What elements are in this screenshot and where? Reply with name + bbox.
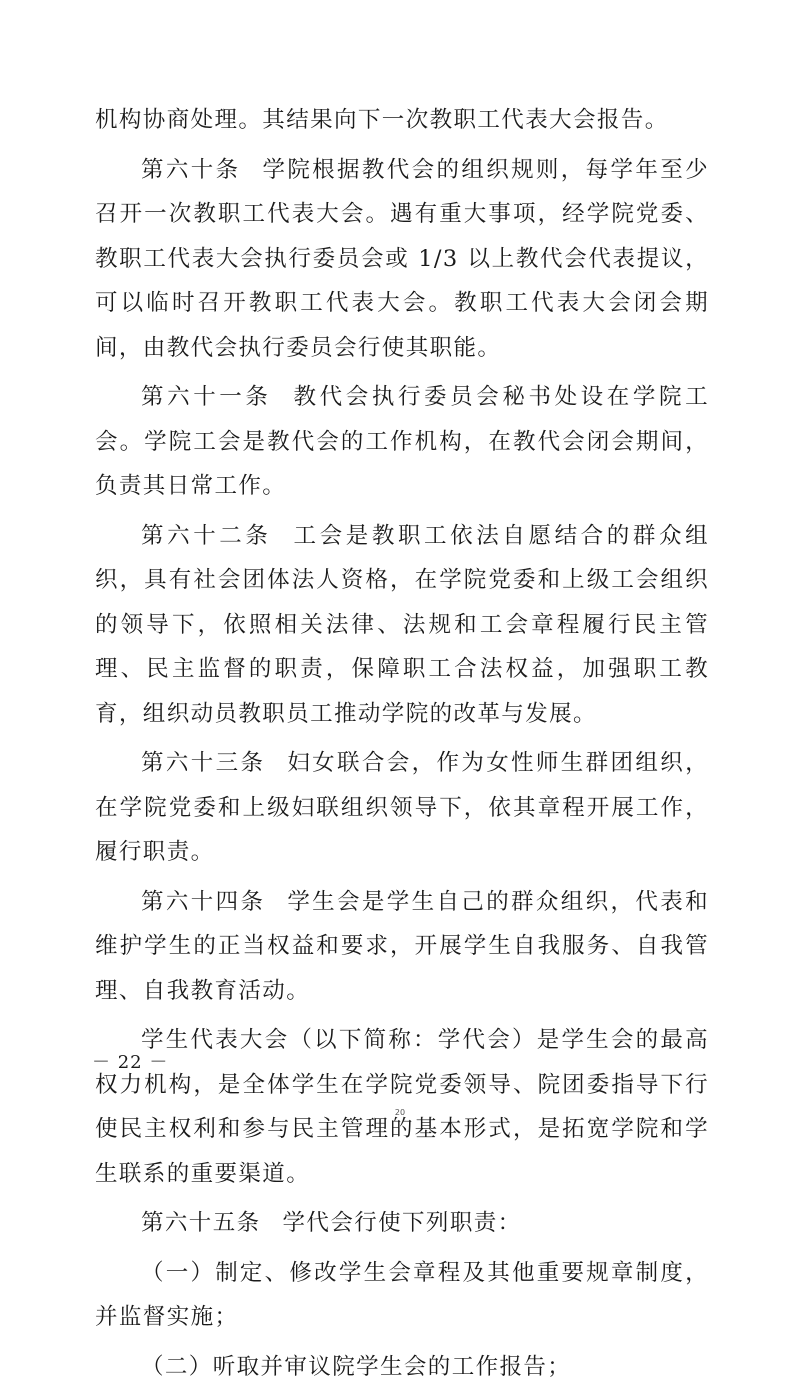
article-text: 工会是教职工依法自愿结合的群众组织，具有社会团体法人资格，在学院党委和上级工会组织的领导下，依照相关法律、法规和工会章程履行民主管理、民主监督的职责，保障职工合法权益，加强职工教育，组织动员教职员工推动学院的改革与发展。 <box>95 522 709 727</box>
article-65 <box>95 1201 709 1246</box>
list-item-1 <box>95 1251 709 1340</box>
article-text: 学代会行使下列职责： <box>282 1210 522 1236</box>
article-63 <box>95 741 709 875</box>
scan-page-index: 20 <box>394 1108 406 1117</box>
article-text: 教代会执行委员会秘书处设在学院工会。学院工会是教代会的工作机构，在教代会闭会期间，负责其日常工作。 <box>95 384 709 499</box>
article-62 <box>95 514 709 737</box>
article-number: 第六十四条 <box>141 888 266 915</box>
article-text: 学院根据教代会的组织规则，每学年至少召开一次教职工代表大会。遇有重大事项，经学院党委、教职工代表大会执行委员会或 1/3 以上教代会代表提议，可以临时召开教职工代表大会。教职工代表大会闭会期间，由教代会执行委员会行使其职能。 <box>95 156 709 361</box>
article-text: 学生会是学生自己的群众组织，代表和维护学生的正当权益和要求，开展学生自我服务、自我管理、自我教育活动。 <box>95 888 709 1004</box>
article-number: 第六十条 <box>141 156 241 183</box>
article-60 <box>95 148 709 371</box>
article-text: 妇女联合会，作为女性师生群团组织，在学院党委和上级妇联组织领导下，依其章程开展工作，履行职责。 <box>95 750 709 865</box>
article-number: 第六十五条 <box>141 1210 261 1236</box>
page-number: － 22 － <box>92 1052 169 1073</box>
article-number: 第六十三条 <box>141 750 266 776</box>
article-number: 第六十一条 <box>141 384 272 410</box>
article-number: 第六十二条 <box>141 522 272 549</box>
article-61 <box>95 375 709 509</box>
list-item-2 <box>95 1345 709 1390</box>
article-64 <box>95 880 709 1014</box>
document-body <box>95 98 709 1394</box>
student-congress-paragraph <box>95 1018 709 1196</box>
paragraph-text: 机构协商处理。其结果向下一次教职工代表大会报告。 <box>95 107 669 133</box>
paragraph-text: 学生代表大会（以下简称：学代会）是学生会的最高权力机构，是全体学生在学院党委领导、院团委指导下行使民主权利和参与民主管理的基本形式，是拓宽学院和学生联系的重要渠道。 <box>95 1027 709 1187</box>
list-item-text: （二）听取并审议院学生会的工作报告； <box>141 1353 572 1380</box>
paragraph-continuation <box>95 98 709 143</box>
list-item-text: （一）制定、修改学生会章程及其他重要规章制度，并监督实施； <box>95 1259 709 1330</box>
